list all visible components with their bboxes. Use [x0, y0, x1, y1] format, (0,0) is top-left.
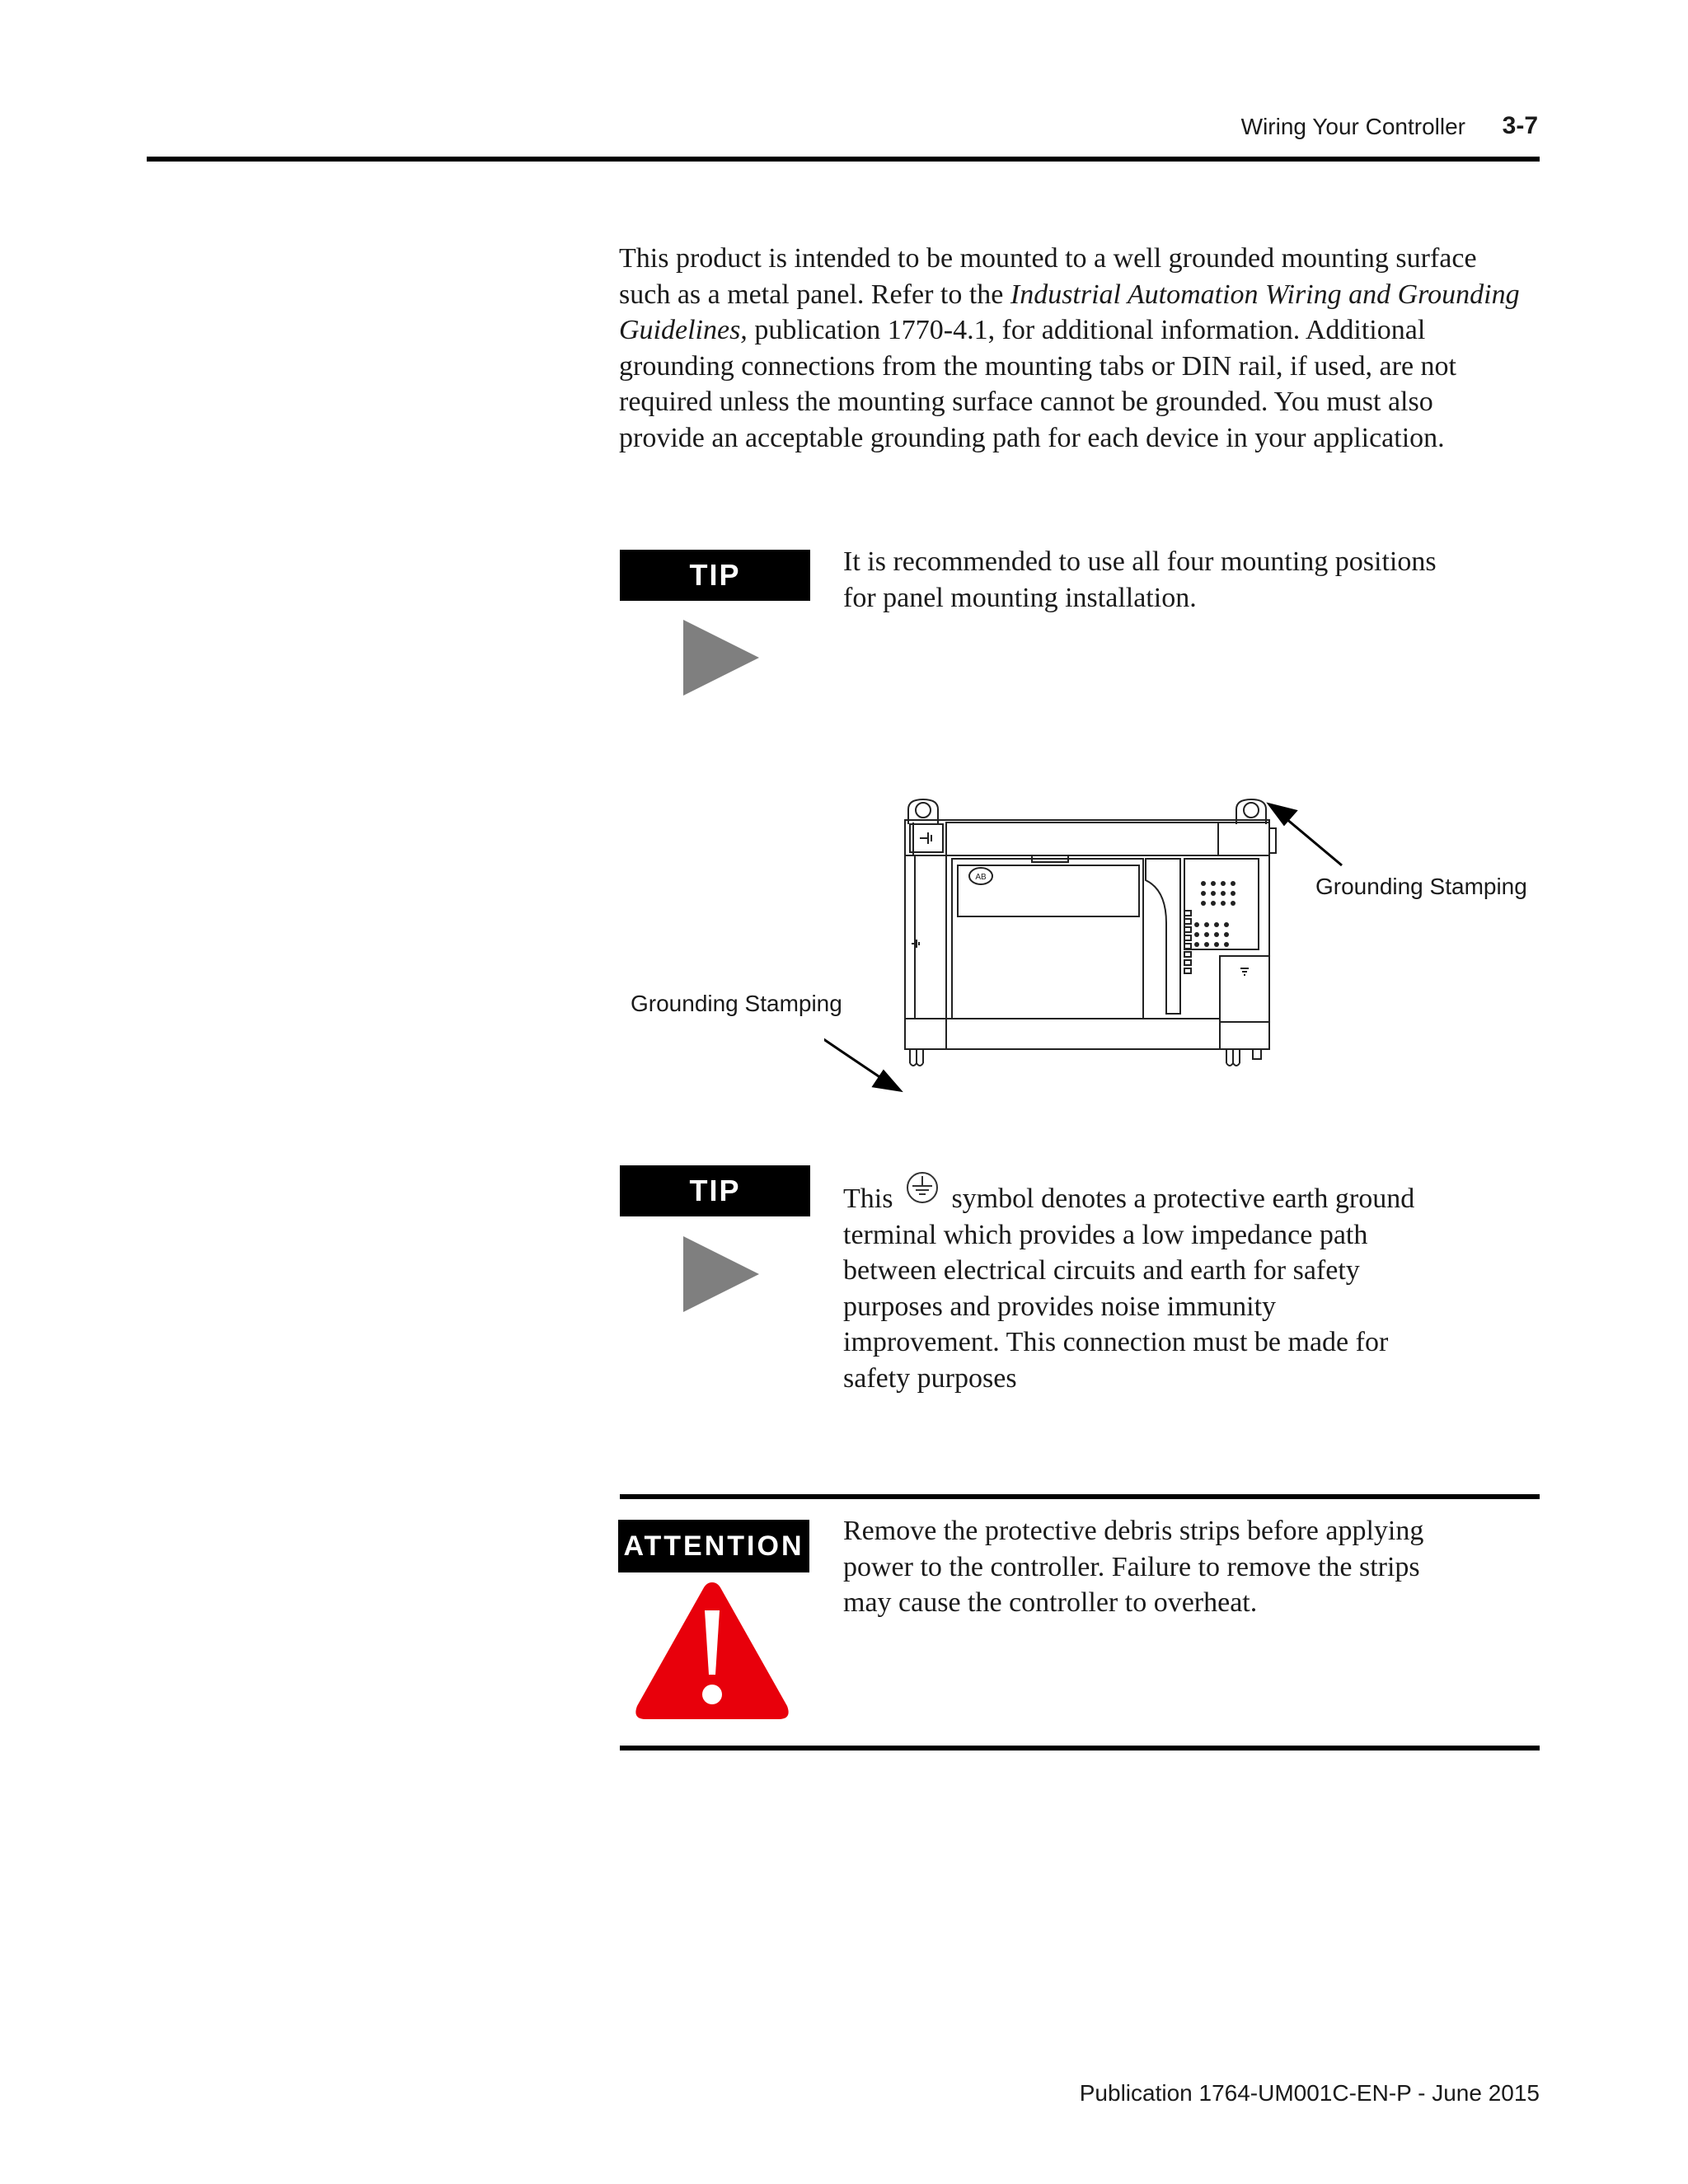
attention-top-rule: [620, 1494, 1540, 1499]
tip-label-1: TIP: [620, 550, 810, 601]
attention-label: ATTENTION: [618, 1520, 809, 1572]
tip-2-line-3: between electrical circuits and earth for safety: [843, 1255, 1360, 1286]
attention-text: [843, 1513, 1519, 1621]
grounding-stamping-label-right: Grounding Stamping: [1315, 874, 1527, 899]
tip-arrow-icon: [683, 1236, 759, 1312]
tip-2-line-2: terminal which provides a low impedance path: [843, 1219, 1368, 1250]
tip-arrow-icon: [683, 620, 759, 696]
attention-bottom-rule: [620, 1746, 1540, 1750]
guideline-title-part-1: Industrial Automation Wiring and Grounding: [1010, 279, 1520, 310]
intro-line-5: required unless the mounting surface cannot be grounded. You must also: [619, 387, 1433, 417]
tip-2-line-4: purposes and provides noise immunity: [843, 1291, 1277, 1322]
page-number: 3-7: [1502, 112, 1538, 139]
intro-line-3-text: publication 1770-4.1, for additional information. Additional: [747, 315, 1426, 345]
intro-line-4: grounding connections from the mounting tabs or DIN rail, if used, are not: [619, 350, 1456, 382]
intro-line-2: [619, 277, 1542, 313]
tip-label-2: TIP: [620, 1165, 810, 1216]
tip-1-text: [843, 544, 1519, 616]
attention-line-3: may cause the controller to overheat.: [843, 1587, 1258, 1618]
running-header-title: Wiring Your Controller: [1240, 114, 1465, 139]
tip-1-line-2: for panel mounting installation.: [843, 582, 1197, 613]
grounding-stamping-label-left: Grounding Stamping: [631, 991, 842, 1016]
tip-2-line-1-start: This: [843, 1183, 900, 1214]
tip-1-line-1: It is recommended to use all four mounting positions: [843, 546, 1437, 577]
warning-exclamation-icon: [632, 1577, 792, 1724]
svg-text:AB: AB: [975, 873, 987, 882]
tip-2-text: [843, 1171, 1519, 1396]
protective-earth-icon: [900, 1171, 945, 1209]
tip-2-line-1: [843, 1171, 1519, 1217]
header-rule: [147, 157, 1540, 162]
attention-line-1: Remove the protective debris strips before applying: [843, 1516, 1424, 1546]
publication-footer: Publication 1764-UM001C-EN-P - June 2015: [1079, 2080, 1540, 2106]
tip-2-line-1-end: symbol denotes a protective earth ground: [944, 1183, 1415, 1214]
controller-mounting-diagram: [824, 791, 1368, 1104]
intro-line-1: This product is intended to be mounted to a well grounded mounting surface: [619, 243, 1477, 274]
intro-paragraph: [619, 241, 1542, 456]
intro-line-6: provide an acceptable grounding path for each device in your application.: [619, 422, 1445, 453]
intro-line-3: [619, 312, 1542, 349]
intro-line-2-text: such as a metal panel. Refer to the: [619, 279, 1010, 310]
tip-2-line-6: safety purposes: [843, 1362, 1017, 1394]
attention-line-2: power to the controller. Failure to remove the strips: [843, 1551, 1420, 1582]
tip-2-line-5: improvement. This connection must be made for: [843, 1327, 1389, 1357]
guideline-title-part-2: Guidelines,: [619, 315, 748, 345]
